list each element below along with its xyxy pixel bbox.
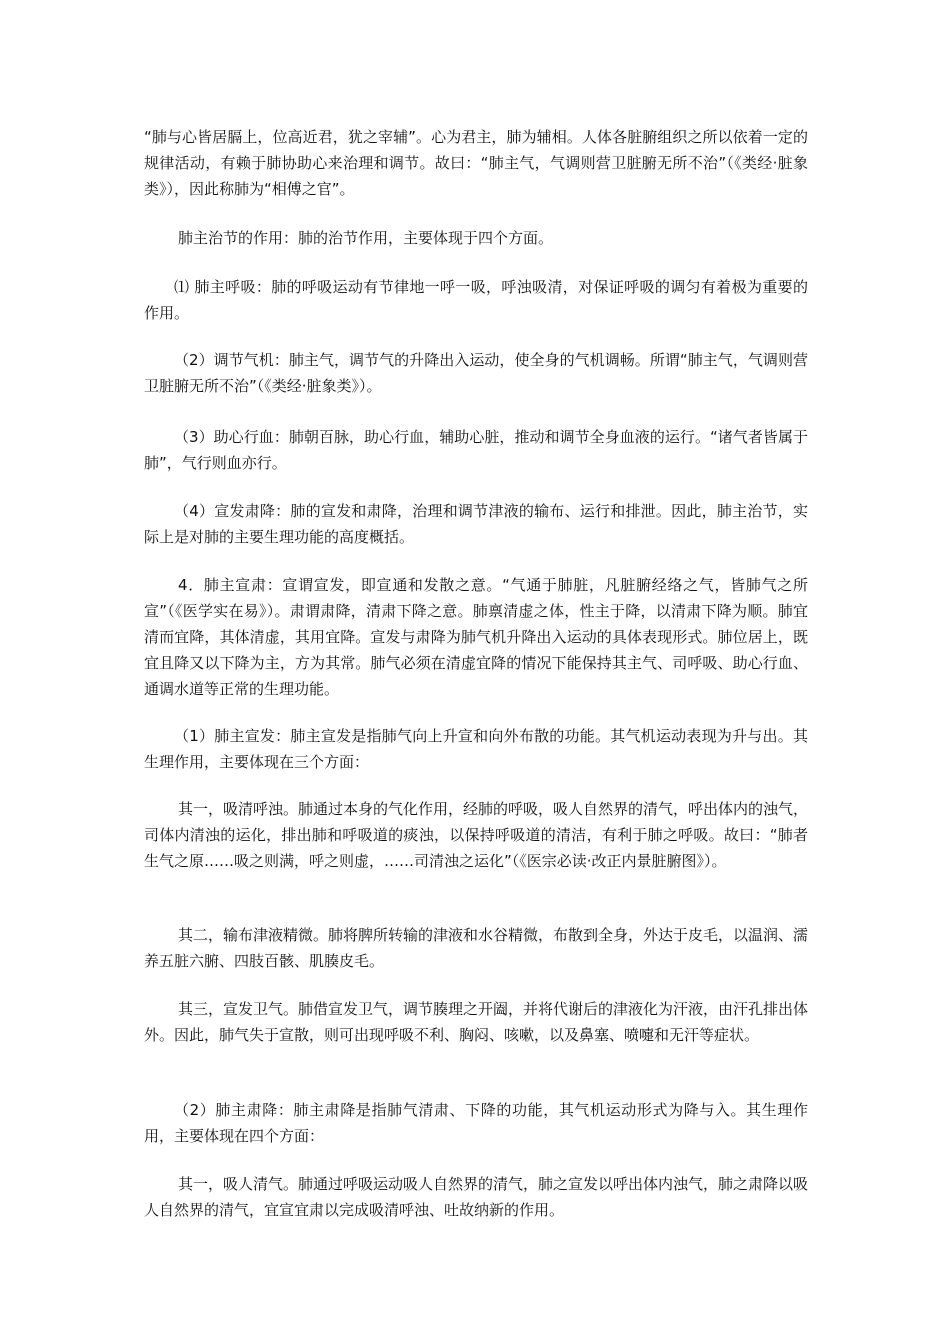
paragraph-1: “肺与心皆居膈上，位高近君，犹之宰辅”。心为君主，肺为辅相。人体各脏腑组织之所以依着一定的规律活动，有赖于肺协助心来治理和调节。故曰：“肺主气，气调则营卫脏腑无所不治”（《类经·脏象类》），因此称肺为“相傅之官”。: [144, 128, 808, 198]
paragraph-9: 其一，吸清呼浊。肺通过本身的气化作用，经肺的呼吸，吸人自然界的清气，呼出体内的浊气，司体内清浊的运化，排出肺和呼吸道的痰浊，以保持呼吸道的清洁，有利于肺之呼吸。故曰：“肺者生气之原……吸之则满，呼之则虚，……司清浊之运化”（《医宗必读·改正内景脏腑图》）。: [144, 800, 809, 870]
paragraph-2: 肺主治节的作用：肺的治节作用，主要体现于四个方面。: [178, 229, 554, 247]
paragraph-6: （4）宣发肃降：肺的宣发和肃降，治理和调节津液的输布、运行和排泄。因此，肺主治节，实际上是对肺的主要生理功能的高度概括。: [144, 502, 808, 546]
paragraph-11: 其三，宣发卫气。肺借宣发卫气，调节腠理之开阖，并将代谢后的津液化为汗液，由汗孔排出体外。因此，肺气失于宣散，则可出现呼吸不利、胸闷、咳嗽，以及鼻塞、喷嚏和无汗等症状。: [144, 1000, 809, 1044]
paragraph-4: （2）调节气机：肺主气，调节气的升降出入运动，使全身的气机调畅。所谓“肺主气，气调则营卫脏腑无所不治”（《类经·脏象类》）。: [144, 351, 808, 395]
paragraph-10: 其二，输布津液精微。肺将脾所转输的津液和水谷精微，布散到全身，外达于皮毛，以温润、濡养五脏六腑、四肢百骸、肌腠皮毛。: [144, 926, 809, 970]
paragraph-5: （3）助心行血：肺朝百脉，助心行血，辅助心脏，推动和调节全身血液的运行。“诸气者皆属于肺”，气行则血亦行。: [144, 428, 808, 472]
paragraph-3: ⑴ 肺主呼吸：肺的呼吸运动有节律地一呼一吸，呼浊吸清，对保证呼吸的调匀有着极为重要的作用。: [144, 278, 808, 322]
paragraph-7: 4．肺主宣肃：宣谓宣发，即宣通和发散之意。“气通于肺脏，凡脏腑经络之气，皆肺气之所宣”（《医学实在易》）。肃谓肃降，清肃下降之意。肺禀清虚之体，性主于降，以清肃下降为顺。肺宜清而宜降，其体清虚，其用宜降。宣发与肃降为肺气机升降出入运动的具体表现形式。肺位居上，既宜且降又以下降为主，方为其常。肺气必须在清虚宜降的情况下能保持其主气、司呼吸、助心行血、通调水道等正常的生理功能。: [144, 576, 808, 698]
paragraph-13: 其一，吸人清气。肺通过呼吸运动吸人自然界的清气，肺之宣发以呼出体内浊气，肺之肃降以吸人自然界的清气，宜宣宜肃以完成吸清呼浊、吐故纳新的作用。: [144, 1175, 809, 1219]
paragraph-12: （2）肺主肃降：肺主肃降是指肺气清肃、下降的功能，其气机运动形式为降与入。其生理作用，主要体现在四个方面：: [144, 1101, 808, 1145]
paragraph-8: （1）肺主宣发：肺主宣发是指肺气向上升宣和向外布散的功能。其气机运动表现为升与出。其生理作用，主要体现在三个方面：: [144, 727, 808, 771]
